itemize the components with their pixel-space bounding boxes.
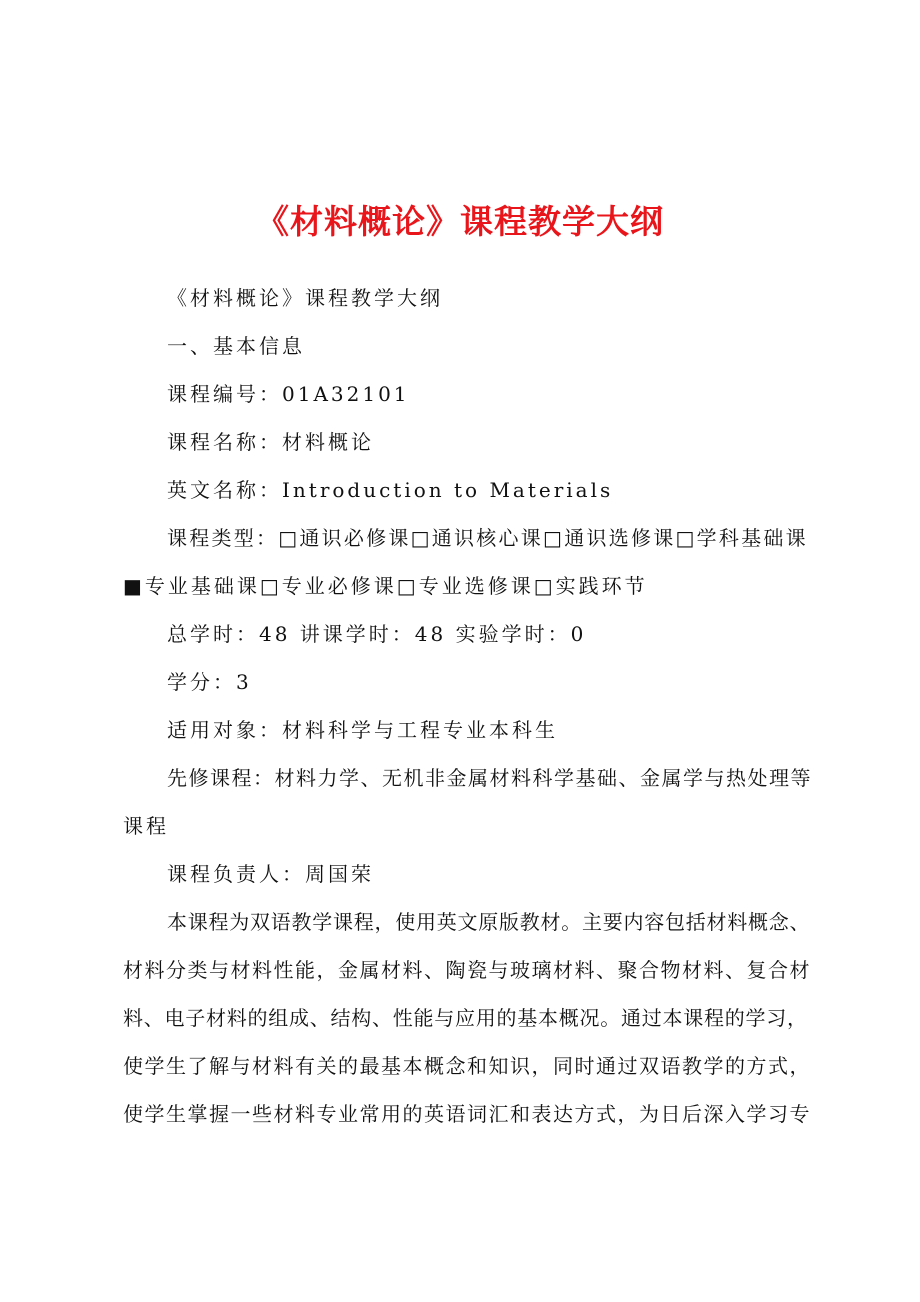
text-line: 英文名称：Introduction to Materials [167, 478, 614, 502]
document-body [123, 280, 813, 1144]
text-line: 材料分类与材料性能，金属材料、陶瓷与玻璃材料、聚合物材料、复合材 [123, 958, 811, 982]
text-line: 课程名称：材料概论 [167, 430, 374, 454]
text-line: 课程编号：01A32101 [167, 382, 410, 406]
text-line: 课程类型：□通识必修课□通识核心课□通识选修课□学科基础课 [167, 526, 808, 550]
text-line: 使学生掌握一些材料专业常用的英语词汇和表达方式，为日后深入学习专 [123, 1102, 811, 1126]
text-line: 《材料概论》课程教学大纲 [167, 286, 443, 310]
text-line: 总学时：48 讲课学时：48 实验学时：0 [167, 622, 587, 646]
text-line: 先修课程：材料力学、无机非金属材料科学基础、金属学与热处理等 [167, 766, 812, 790]
text-line: 课程 [123, 814, 169, 838]
text-line: 课程负责人：周国荣 [167, 862, 374, 886]
text-line: 一、基本信息 [167, 334, 305, 358]
text-line: 使学生了解与材料有关的最基本概念和知识，同时通过双语教学的方式， [123, 1054, 811, 1078]
text-line: 本课程为双语教学课程，使用英文原版教材。主要内容包括材料概念、 [167, 910, 811, 934]
document-title: 《材料概论》课程教学大纲 [256, 202, 664, 241]
text-line: 适用对象：材料科学与工程专业本科生 [167, 718, 558, 742]
text-line: 料、电子材料的组成、结构、性能与应用的基本概况。通过本课程的学习， [123, 1006, 808, 1030]
text-line: ■专业基础课□专业必修课□专业选修课□实践环节 [123, 574, 648, 598]
text-line: 学分：3 [167, 670, 252, 694]
